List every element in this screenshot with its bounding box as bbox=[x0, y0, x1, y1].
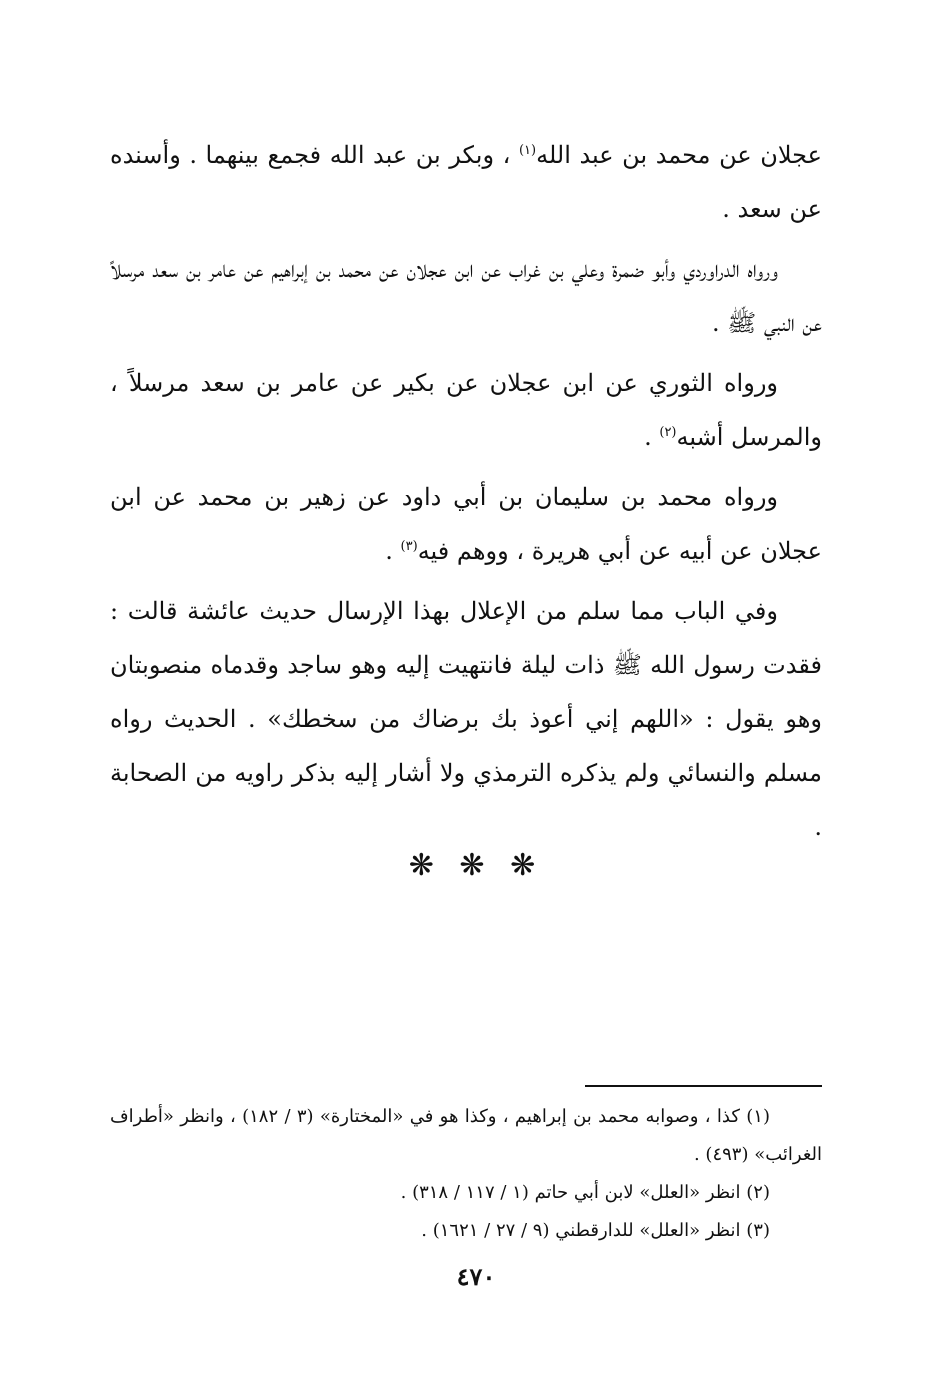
paragraph-text: وفي الباب مما سلم من الإعلال بهذا الإرسال حديث عائشة قالت : فقدت رسول الله ﷺ ذات ليلة فانتهيت إليه وهو ساجد وقدماه منصوبتان وهو يقول : «اللهم إني أعوذ بك برضاك من سخطك» . الحديث رواه مسلم والنسائي ولم يذكره الترمذي ولا أشار إليه بذكر راويه من الصحابة . bbox=[110, 597, 822, 841]
main-text bbox=[110, 128, 822, 860]
paragraph-text: ورواه محمد بن سليمان بن أبي داود عن زهير بن محمد عن ابن عجلان عن أبيه عن أبي هريرة ، ووهم فيه bbox=[110, 483, 822, 565]
footnote-marker-2[interactable]: (٢) bbox=[659, 425, 677, 440]
footnote-2: (٢) انظر «العلل» لابن أبي حاتم (١ / ١١٧ / ٣١٨) . bbox=[400, 1182, 770, 1203]
footnote-marker-3[interactable]: (٣) bbox=[400, 539, 418, 554]
paragraph-text: . bbox=[644, 423, 652, 451]
footnote-3: (٣) انظر «العلل» للدارقطني (٩ / ٢٧ / ١٦٢١) . bbox=[421, 1220, 770, 1241]
paragraph-text: عجلان عن محمد بن عبد الله bbox=[536, 141, 822, 169]
paragraph-4 bbox=[110, 470, 822, 578]
footnote-1: (١) كذا ، وصوابه محمد بن إبراهيم ، وكذا هو في «المختارة» (٣ / ١٨٢) ، وانظر «أطراف الغرائب» (٤٩٣) . bbox=[110, 1106, 822, 1165]
page-number: ٤٧٠ bbox=[456, 1262, 496, 1291]
paragraph-text: ورواه الثوري عن ابن عجلان عن بكير عن عامر بن سعد مرسلاً ، والمرسل أشبه bbox=[110, 369, 822, 451]
paragraph-2 bbox=[110, 242, 822, 350]
paragraph-text: ، وبكر بن عبد الله فجمع بينهما . وأسنده عن سعد . bbox=[110, 141, 822, 223]
paragraph-text: . bbox=[385, 537, 393, 565]
section-divider: ❋ ❋ ❋ bbox=[408, 848, 544, 883]
paragraph-text: ورواه الدراوردي وأبو ضمرة وعلي بن غراب عن ابن عجلان عن محمد بن إبراهيم عن عامر بن سعد مرسلاً عن النبي ﷺ . bbox=[110, 255, 822, 337]
footnote-separator bbox=[585, 1085, 822, 1087]
paragraph-5 bbox=[110, 584, 822, 854]
paragraph-3 bbox=[110, 356, 822, 464]
footnotes bbox=[110, 1098, 822, 1250]
paragraph-1 bbox=[110, 128, 822, 236]
footnote-marker-1[interactable]: (١) bbox=[518, 143, 537, 158]
